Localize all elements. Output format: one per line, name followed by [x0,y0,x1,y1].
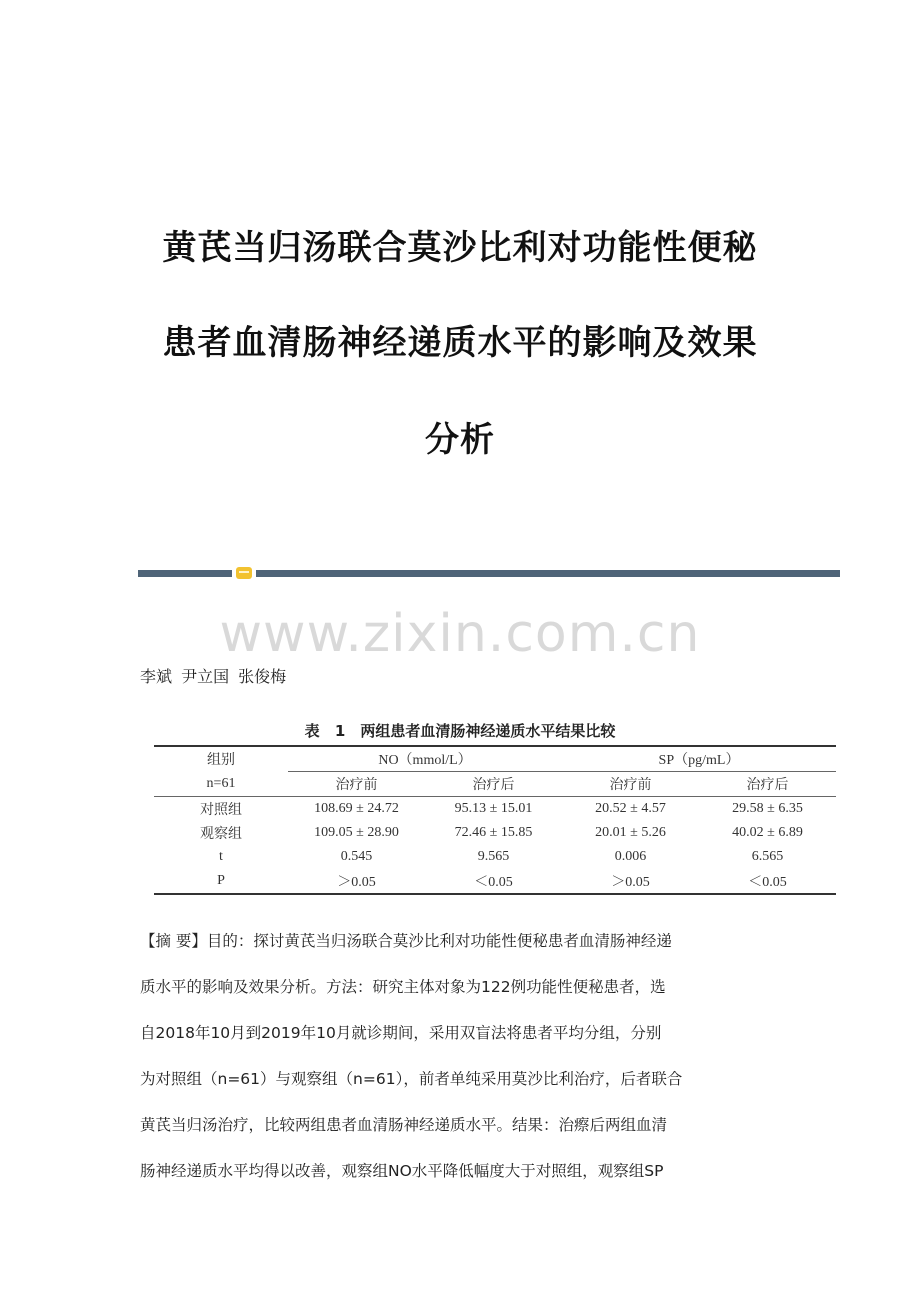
divider-ornament-icon [236,567,252,579]
table-row [154,869,836,894]
table-cell: 9.565 [477,849,510,864]
abstract-line: 肠神经递质水平均得以改善，观察组NO水平降低幅度大于对照组，观察组SP [140,1162,664,1180]
table-cell: 20.01 ± 5.26 [595,825,666,840]
title-divider-right [256,570,840,577]
table-cell: 95.13 ± 15.01 [454,801,533,816]
group-header: 组别 [207,753,235,769]
document-title-line-1: 黄芪当归汤联合莫沙比利对功能性便秘 [162,228,758,268]
table-header-row [154,746,836,772]
abstract-line: 【摘 要】目的：探讨黄芪当归汤联合莫沙比利对功能性便秘患者血清肠神经递 [140,932,672,950]
table-cell: 40.02 ± 6.89 [732,825,803,840]
table-row [154,797,836,822]
table-cell: 6.565 [751,849,784,864]
table-cell: 108.69 ± 24.72 [314,801,399,816]
table-cell: ＜0.05 [474,875,513,890]
table-cell: 109.05 ± 28.90 [314,825,399,840]
table-cell: ＞0.05 [611,875,650,890]
title-divider-left [138,570,232,577]
row-label: P [217,873,225,888]
table-subheader-row [154,772,836,797]
author-list: 李斌 尹立国 张俊梅 [140,667,287,686]
subheader-cell: 治疗前 [562,772,699,797]
table-cell: 0.006 [614,849,647,864]
n-header: n=61 [154,772,288,797]
row-label: 对照组 [200,803,242,818]
document-title-line-3: 分析 [425,420,495,460]
no-column-group: NO（mmol/L） [288,746,562,772]
subheader-cell: 治疗后 [425,772,562,797]
table-cell: 20.52 ± 4.57 [595,801,666,816]
table-cell: ＞0.05 [337,875,376,890]
abstract-line: 质水平的影响及效果分析。方法：研究主体对象为122例功能性便秘患者，选 [140,978,666,996]
abstract-line: 为对照组（n=61）与观察组（n=61），前者单纯采用莫沙比利治疗，后者联合 [140,1070,683,1088]
abstract [140,918,780,1194]
document-title-line-2: 患者血清肠神经递质水平的影响及效果 [162,323,758,363]
subheader-cell: 治疗后 [699,772,836,797]
results-table [154,745,836,895]
table-row [154,821,836,845]
row-label: 观察组 [200,827,242,842]
subheader-cell: 治疗前 [288,772,425,797]
abstract-line: 自2018年10月到2019年10月就诊期间，采用双盲法将患者平均分组，分别 [140,1024,662,1042]
table-cell: ＜0.05 [748,875,787,890]
sp-column-group: SP（pg/mL） [562,746,836,772]
abstract-line: 黄芪当归汤治疗，比较两组患者血清肠神经递质水平。结果：治瘵后两组血清 [140,1116,668,1134]
watermark: www.zixin.com.cn [219,604,701,664]
table-cell: 0.545 [340,849,373,864]
table-cell: 29.58 ± 6.35 [732,801,803,816]
table-cell: 72.46 ± 15.85 [454,825,533,840]
table-caption: 表 1 两组患者血清肠神经递质水平结果比较 [304,722,616,740]
row-label: t [219,849,223,864]
table-row [154,845,836,869]
